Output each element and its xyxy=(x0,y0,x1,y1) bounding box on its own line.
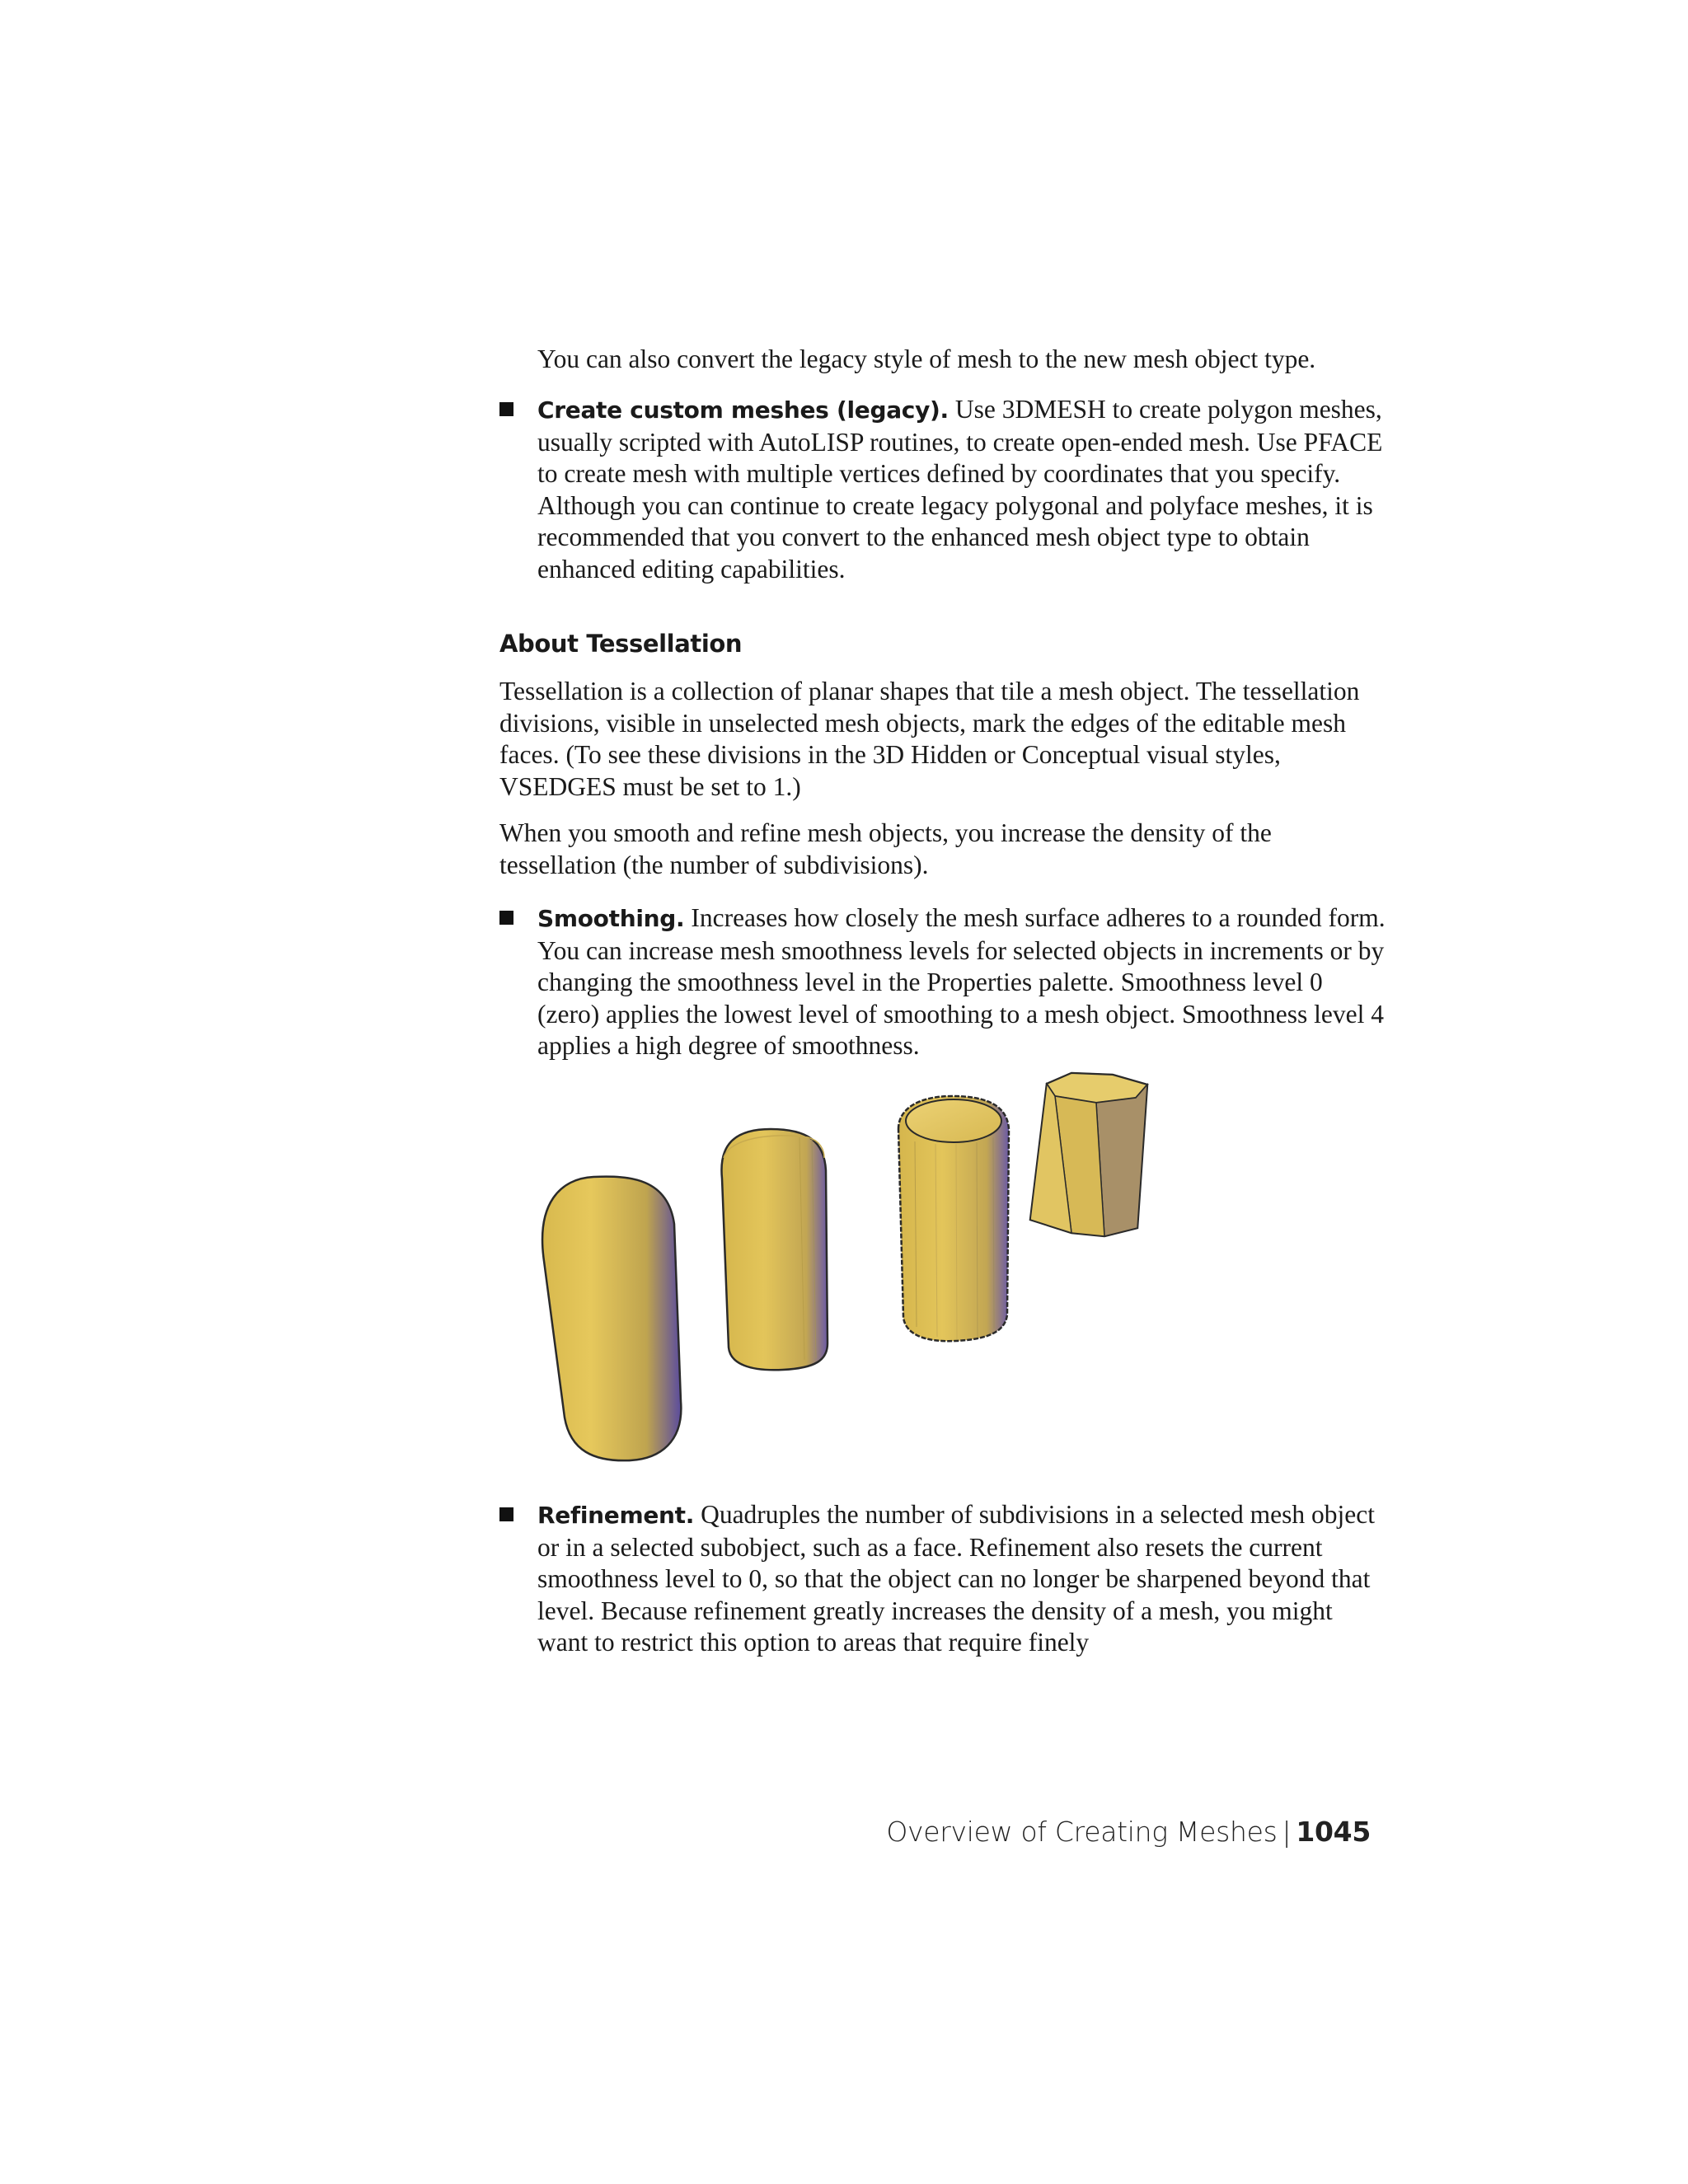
bullet-square-icon xyxy=(499,402,513,416)
footer-title: Overview of Creating Meshes xyxy=(886,1816,1278,1848)
section-paragraph: Tessellation is a collection of planar shapes that tile a mesh object. The tessellation divisions, visible in unselected mesh objects, mark the edges of the editable mesh faces. (To see these divisions in the 3D Hidden or Conceptual visual styles, VSEDGES must be set to 1.) xyxy=(499,677,1360,801)
bullet-text: Quadruples the number of subdivisions in a selected mesh object or in a selected subobject, such as a face. Refinement also resets the current smoothness level to 0, so that the object can no longer be sharpened beyond that level. Because refinement greatly increases the density of a mesh, you might want to restrict this option to areas that require finely xyxy=(537,1500,1376,1657)
mesh-cylinder-smooth-2 xyxy=(898,1096,1009,1341)
mesh-cylinder-smooth-0 xyxy=(1030,1073,1147,1236)
footer-separator: | xyxy=(1282,1816,1292,1848)
bullet-lead: Create custom meshes (legacy). xyxy=(537,396,949,424)
bullet-lead: Smoothing. xyxy=(537,905,685,932)
bullet-square-icon xyxy=(499,1507,513,1521)
bullet-text: Increases how closely the mesh surface adheres to a rounded form. You can increase mesh smoothness levels for selected objects in increments or by changing the smoothness level in the Properties palette. Smoothness level 0 (zero) applies the lowest level of smoothing to a mesh object. Smoothness level 4 applies a high degree of smoothness. xyxy=(537,903,1386,1060)
mesh-cylinder-smooth-4 xyxy=(542,1177,681,1461)
bullet-smoothing xyxy=(499,902,1390,1062)
mesh-smoothness-figure xyxy=(528,1071,1170,1467)
mesh-cylinder-smooth-3 xyxy=(721,1129,828,1370)
bullet-lead: Refinement. xyxy=(537,1502,695,1529)
section-paragraph: When you smooth and refine mesh objects, you increase the density of the tessellation (the number of subdivisions). xyxy=(499,818,1272,879)
bullet-refinement xyxy=(499,1499,1390,1659)
page-footer xyxy=(886,1816,1371,1848)
bullet-text: Use 3DMESH to create polygon meshes, usually scripted with AutoLISP routines, to create open-ended mesh. Use PFACE to create mesh with multiple vertices defined by coordinates that you specify. Although you can continue to create legacy polygonal and polyface meshes, it is recommended that you convert to the enhanced mesh object type to obtain enhanced editing capabilities. xyxy=(537,395,1383,583)
page-number: 1045 xyxy=(1296,1816,1371,1848)
bullet-square-icon xyxy=(499,911,513,925)
intro-paragraph: You can also convert the legacy style of mesh to the new mesh object type. xyxy=(537,344,1316,373)
bullet-create-custom-meshes xyxy=(499,394,1390,585)
section-heading: About Tessellation xyxy=(499,630,743,658)
